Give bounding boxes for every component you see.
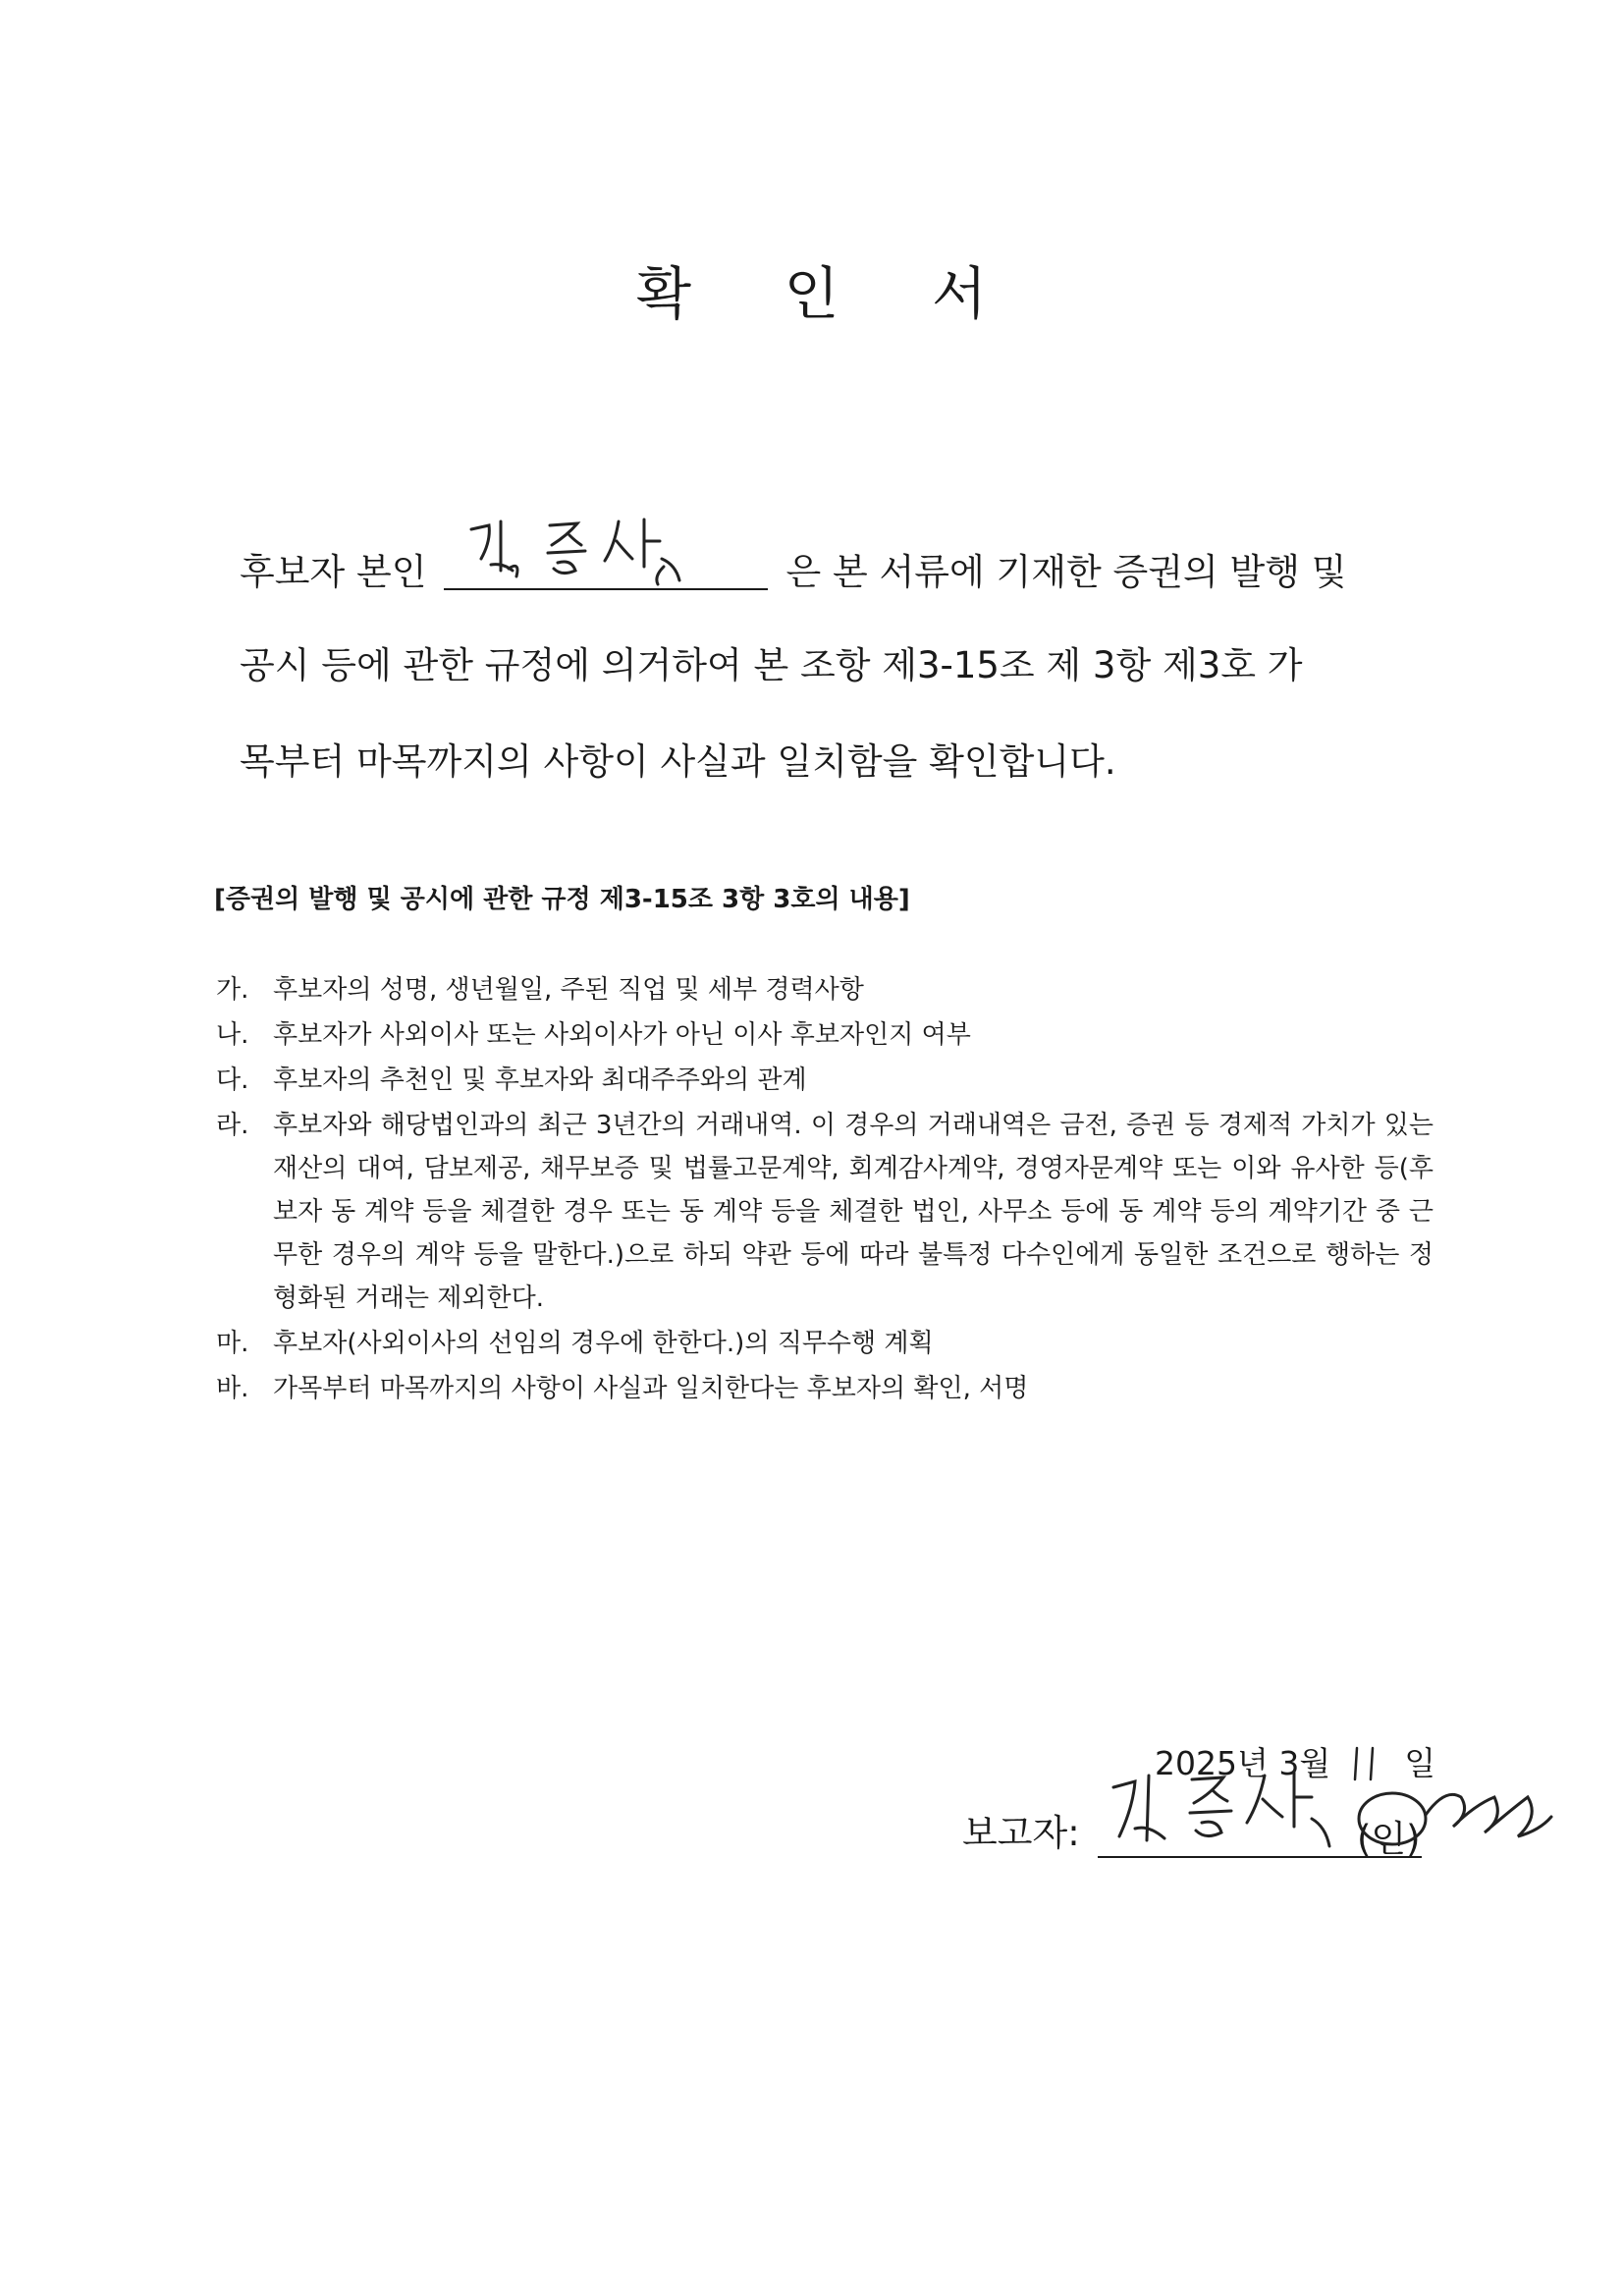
list-item-marker: 라. (216, 1111, 249, 1140)
regulation-heading: [증권의 발행 및 공시에 관한 규정 제3-15조 3항 3호의 내용] (214, 885, 910, 914)
reporter-label: 보고자: (962, 1812, 1080, 1854)
intro-line-2: 공시 등에 관한 규정에 의거하여 본 조항 제3-15조 제 3항 제3호 가 (240, 644, 1303, 686)
reporter-handwritten-signature (1090, 1758, 1345, 1856)
candidate-signature-field (444, 551, 768, 590)
reporter-block (962, 1719, 1571, 1895)
intro-line-1 (240, 542, 1437, 595)
intro-line-3: 목부터 마목까지의 사항이 사실과 일치함을 확인합니다. (240, 740, 1116, 783)
list-item-marker: 다. (216, 1066, 249, 1095)
intro-prefix: 후보자 본인 (240, 551, 427, 593)
list-item-text: 후보자의 추천인 및 후보자와 최대주주와의 관계 (273, 1066, 807, 1095)
list-item-text: 후보자의 성명, 생년월일, 주된 직업 및 세부 경력사항 (273, 975, 864, 1005)
list-item-text: 후보자(사외이사의 선임의 경우에 한한다.)의 직무수행 계획 (273, 1329, 934, 1358)
list-item-text: 가목부터 마목까지의 사항이 사실과 일치한다는 후보자의 확인, 서명 (273, 1374, 1029, 1403)
date-year-month: 2025년 3월 (1155, 1744, 1331, 1782)
list-item-marker: 가. (216, 975, 249, 1005)
intro-suffix: 은 본 서류에 기재한 증권의 발행 및 (785, 551, 1347, 593)
list-item-marker: 바. (216, 1374, 249, 1403)
list-item-text: 후보자와 해당법인과의 최근 3년간의 거래내역. 이 경우의 거래내역은 금전, 증권 등 경제적 가치가 있는 재산의 대여, 담보제공, 채무보증 및 법률고문계약, 회계감사계약, 경영자문계약 또는 이와 유사한 등(후보자 동 계약 등을 체결한 경우 또는 동 계약 등을 체결한 법인, 사무소 등에 동 계약 등의 계약기간 중 근무한 경우의 계약 등을 말한다.)으로 하되 약관 등에 따라 불특정 다수인에게 동일한 조건으로 행하는 정형화된 거래는 제외한다. (273, 1111, 1434, 1313)
seal-stamp-signature (1347, 1758, 1563, 1866)
list-item-text: 후보자가 사외이사 또는 사외이사가 아닌 이사 후보자인지 여부 (273, 1020, 971, 1050)
date-day-suffix: 일 (1404, 1744, 1436, 1782)
candidate-handwritten-signature (452, 512, 746, 590)
list-item-marker: 마. (216, 1329, 249, 1358)
seal-placeholder: (인) (1357, 1818, 1421, 1860)
list-item-marker: 나. (216, 1020, 249, 1050)
document-title: 확 인 서 (636, 260, 1024, 327)
